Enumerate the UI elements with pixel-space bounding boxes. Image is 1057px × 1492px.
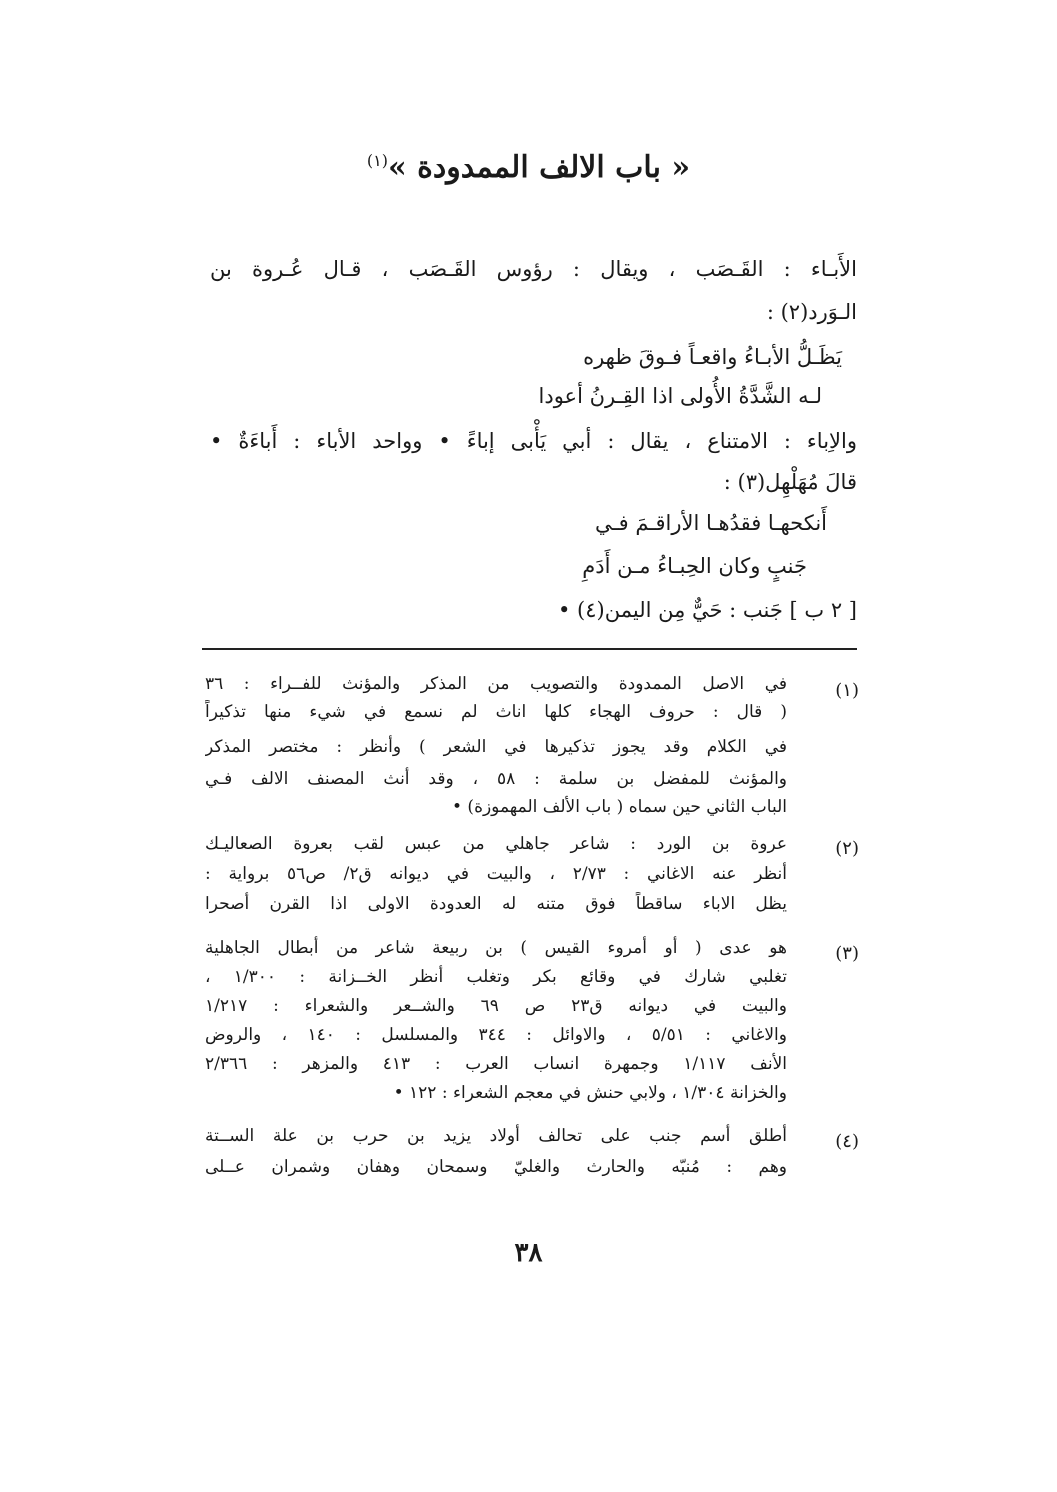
footnote-line: هو عدى ( أو أمروء القيس ) بن ربيعة شاعر من أبطال الجاهلية [205, 938, 787, 958]
verse-line: لـه الشَّدَّةُ الأُولى اذا القِـرنُ أعودا [538, 384, 822, 408]
body-line: الأَبـاء : القَـصَب ، ويقال : رؤوس القَـصَب ، قـال عُـروة بن [210, 257, 857, 281]
footnote-line: والبيت في ديوانه ق٢٣ ص ٦٩ والشــعر والشعراء : ١/٢١٧ [205, 996, 787, 1016]
footnote-line: ( قال : حروف الهجاء كلها اناث لم نسمع في شيء منها تذكيراً [205, 702, 787, 722]
footnote-line: في الكلام وقد يجوز تذكيرها في الشعر ) وأنظر : مختصر المذكر [205, 737, 787, 757]
footnote-line: عروة بن الورد : شاعر جاهلي من عبس لقب بعروة الصعاليـك [205, 834, 787, 854]
footnote-number: (١) [835, 680, 859, 701]
chapter-title-footnote-ref: (١) [366, 151, 388, 170]
body-line: [ ٢ ب ] جَنب : حَيٌّ مِن اليمن(٤) • [557, 598, 857, 622]
verse-line: أَنكحهـا فقدُهـا الأراقـمَ فـي [594, 511, 827, 535]
footnote-line: في الاصل الممدودة والتصويب من المذكر والمؤنث للفــراء : ٣٦ [205, 674, 787, 694]
footnote-number: (٤) [835, 1131, 859, 1152]
footnote-line: تغلبي شارك في وقائع بكر وتغلب أنظر الخــزانة : ١/٣٠٠ ، [205, 967, 787, 987]
body-line: والاِباء : الامتناع ، يقال : أبي يَأْبى إباءً • وواحد الأباء : أَباءَةٌ • [210, 429, 857, 453]
chapter-title-text: « باب الالف الممدودة » [387, 150, 691, 185]
body-line: الـوَرد(٢) : [766, 300, 857, 324]
footnote-line: وهم : مُنبّه والحارث والغليّ وسمحان وهفان وشمران عــلى [205, 1157, 787, 1177]
verse-line: جَنبٍ وكان الحِبـاءُ مـن أَدَمِ [582, 554, 807, 578]
footnote-line: والاغاني : ٥/٥١ ، والاوائل : ٣٤٤ والمسلسل : ١٤٠ ، والروض [205, 1025, 787, 1045]
footnote-line: والخزانة ١/٣٠٤ ، ولابي حنش في معجم الشعراء : ١٢٢ • [393, 1083, 787, 1103]
body-line: قالَ مُهَلْهِل(٣) : [723, 470, 857, 494]
verse-line: يَظَـلُّ الأبـاءُ واقعـاً فـوقَ ظهره [583, 345, 842, 369]
footnote-line: أنظر عنه الاغاني : ٢/٧٣ ، والبيت في ديوانه ق٢/ ص٥٦ برواية : [205, 864, 787, 884]
page-number: ٣٨ [514, 1238, 543, 1268]
chapter-title [0, 150, 1057, 185]
footnote-line: والمؤنث للمفضل بن سلمة : ٥٨ ، وقد أنث المصنف الالف فـي [205, 769, 787, 789]
footnote-number: (٢) [835, 838, 859, 859]
footnote-line: الباب الثاني حين سماه ( باب الألف المهموزة) • [452, 797, 787, 817]
footnote-line: أطلق أسم جنب على تحالف أولاد يزيد بن حرب بن علة الســتة [205, 1126, 787, 1146]
footnote-separator [202, 648, 857, 650]
footnote-line: الأنف ١/١١٧ وجمهرة انساب العرب : ٤١٣ والمزهر : ٢/٣٦٦ [205, 1054, 787, 1074]
footnote-number: (٣) [835, 943, 859, 964]
footnote-line: يظل الاباء ساقطاً فوق متنه له العدودة الاولى اذا القرن أصحرا [205, 894, 787, 914]
